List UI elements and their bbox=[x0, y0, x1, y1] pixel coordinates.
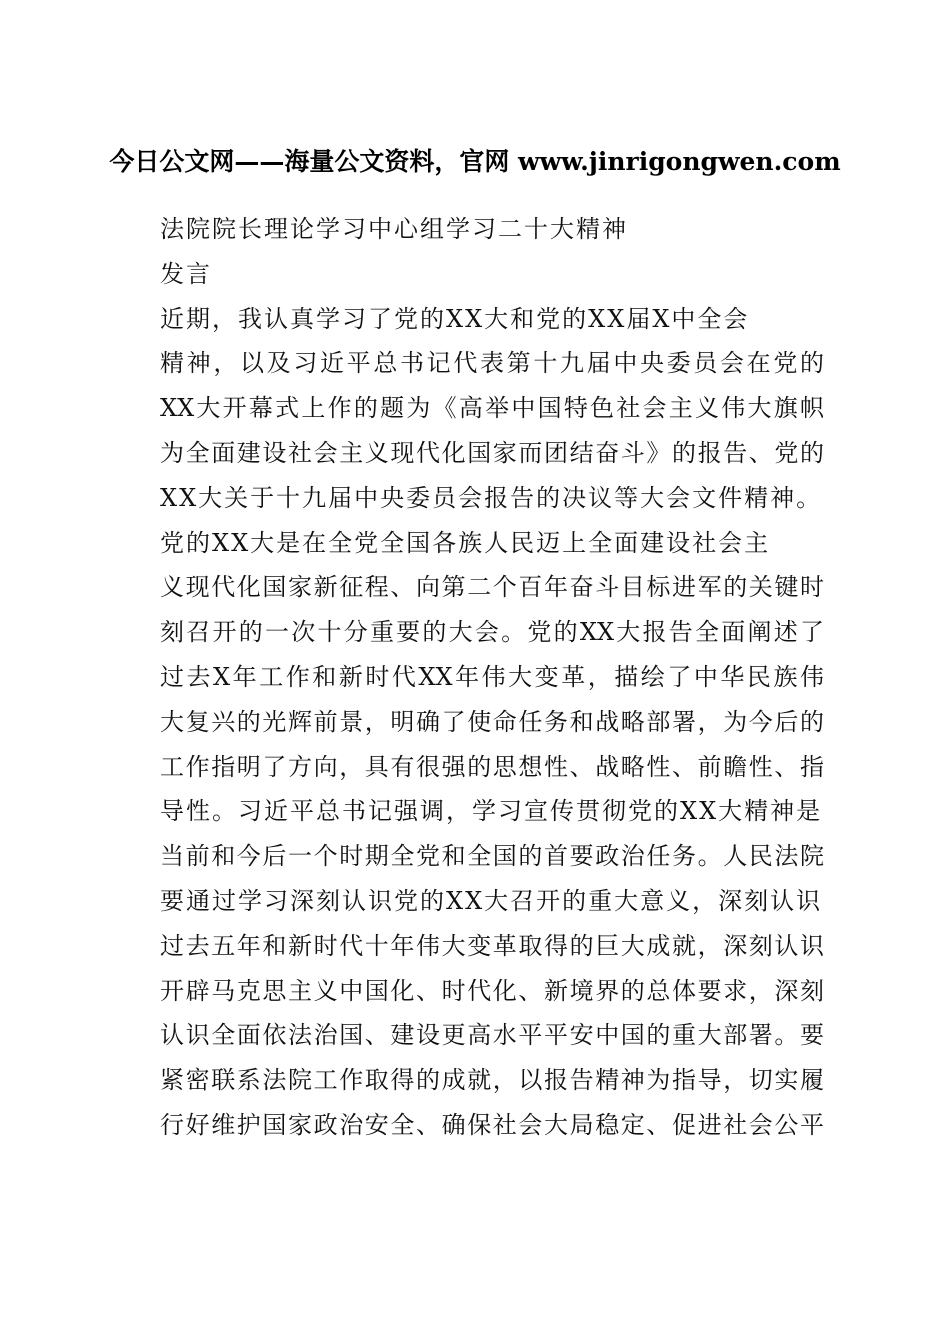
paragraph-line: XX大开幕式上作的题为《高举中国特色社会主义伟大旗帜 bbox=[160, 394, 824, 423]
paragraph-line: 为全面建设社会主义现代化国家而团结奋斗》的报告、党的 bbox=[160, 438, 824, 467]
site-header-banner: 今日公文网——海量公文资料，官网 www.jinrigongwen.com bbox=[109, 147, 841, 176]
paragraph-line: 大复兴的光辉前景，明确了使命任务和战略部署，为今后的 bbox=[160, 707, 824, 736]
document-body bbox=[160, 207, 824, 1148]
paragraph-line: 近期，我认真学习了党的XX大和党的XX届X中全会 bbox=[160, 304, 750, 333]
paragraph-line: 行好维护国家政治安全、确保社会大局稳定、促进社会公平 bbox=[160, 1110, 824, 1139]
paragraph-line: 认识全面依法治国、建设更高水平平安中国的重大部署。要 bbox=[160, 1021, 824, 1050]
paragraph-line: 刻召开的一次十分重要的大会。党的XX大报告全面阐述了 bbox=[160, 618, 824, 647]
paragraph-line: 党的XX大是在全党全国各族人民迈上全面建设社会主 bbox=[160, 528, 771, 557]
paragraph-line: 开辟马克思主义中国化、时代化、新境界的总体要求，深刻 bbox=[160, 976, 824, 1005]
paragraph-line: 要通过学习深刻认识党的XX大召开的重大意义，深刻认识 bbox=[160, 886, 823, 915]
paragraph-line: 义现代化国家新征程、向第二个百年奋斗目标进军的关键时 bbox=[160, 573, 824, 602]
paragraph-line: 工作指明了方向，具有很强的思想性、战略性、前瞻性、指 bbox=[160, 752, 824, 781]
paragraph-line: 过去X年工作和新时代XX年伟大变革，描绘了中华民族伟 bbox=[160, 662, 824, 691]
title-line-2: 发言 bbox=[160, 259, 212, 288]
title-line-1: 法院院长理论学习中心组学习二十大精神 bbox=[160, 215, 628, 243]
paragraph-line: XX大关于十九届中央委员会报告的决议等大会文件精神。 bbox=[160, 483, 823, 512]
paragraph-line: 导性。习近平总书记强调，学习宣传贯彻党的XX大精神是 bbox=[160, 797, 823, 826]
paragraph-line: 精神，以及习近平总书记代表第十九届中央委员会在党的 bbox=[160, 349, 824, 378]
paragraph-line: 紧密联系法院工作取得的成就，以报告精神为指导，切实履 bbox=[160, 1066, 824, 1095]
paragraph-line: 当前和今后一个时期全党和全国的首要政治任务。人民法院 bbox=[160, 842, 824, 871]
paragraph-line: 过去五年和新时代十年伟大变革取得的巨大成就，深刻认识 bbox=[160, 931, 824, 960]
